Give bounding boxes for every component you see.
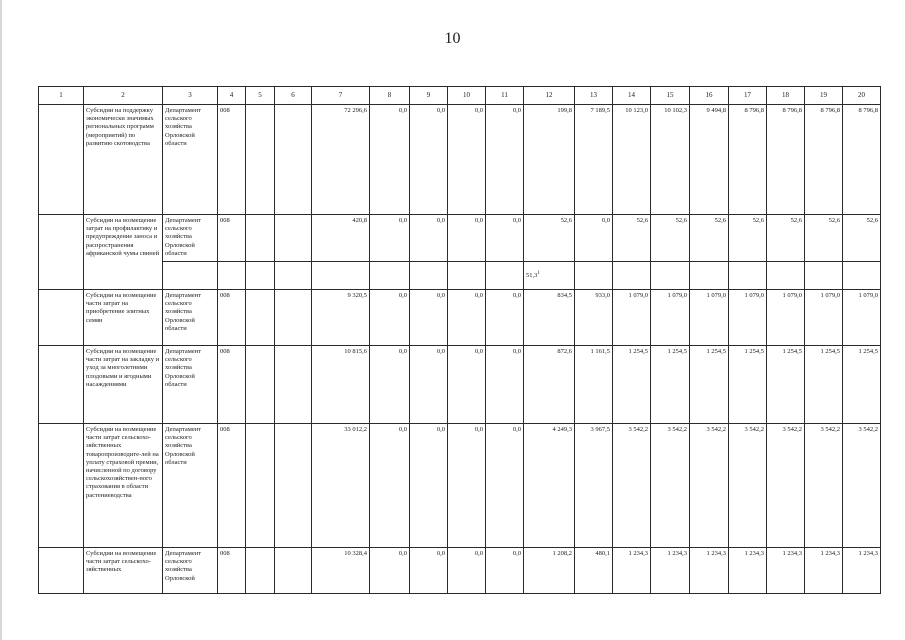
row-value: 0,0 [410, 105, 448, 215]
cell-col15 [651, 262, 690, 290]
cell-col1 [39, 215, 84, 290]
cell-col5 [246, 548, 275, 594]
row-value: 0,0 [410, 424, 448, 548]
header-cell: 12 [524, 87, 575, 105]
row-value: 3 542,2 [613, 424, 651, 548]
cell-col4 [218, 262, 246, 290]
cell-col17 [729, 262, 767, 290]
row-dept: Департамент сельского хозяйства Орловской области [163, 290, 218, 346]
row-dept: Департамент сельского хозяйства Орловской области [163, 215, 218, 262]
cell-col5 [246, 262, 275, 290]
row-value: 1 079,0 [613, 290, 651, 346]
table-subrow [39, 262, 881, 290]
cell-col6 [275, 215, 312, 262]
row-value: 8 796,8 [729, 105, 767, 215]
cell-col6 [275, 105, 312, 215]
row-value: 0,0 [448, 290, 486, 346]
row-extra-value: 51,3$^1$ [524, 262, 575, 290]
cell-col9 [410, 262, 448, 290]
header-cell: 4 [218, 87, 246, 105]
table-row [39, 290, 881, 346]
row-value: 834,5 [524, 290, 575, 346]
row-value: 1 079,0 [843, 290, 881, 346]
row-value: 52,6 [613, 215, 651, 262]
row-value: 0,0 [486, 215, 524, 262]
cell-col1 [39, 548, 84, 594]
header-cell: 6 [275, 87, 312, 105]
header-cell: 8 [370, 87, 410, 105]
row-value: 1 079,0 [651, 290, 690, 346]
row-value: 10 102,3 [651, 105, 690, 215]
row-value: 1 254,5 [729, 346, 767, 424]
row-value: 1 254,5 [651, 346, 690, 424]
cell-col18 [767, 262, 805, 290]
cell-col6 [275, 290, 312, 346]
cell-col5 [246, 346, 275, 424]
row-value: 1 254,5 [613, 346, 651, 424]
row-value: 1 161,5 [575, 346, 613, 424]
row-value: 1 254,5 [805, 346, 843, 424]
row-value: 0,0 [486, 424, 524, 548]
row-value: 3 542,2 [729, 424, 767, 548]
header-cell: 16 [690, 87, 729, 105]
cell-col16 [690, 262, 729, 290]
row-value: 0,0 [370, 346, 410, 424]
row-value: 1 234,3 [613, 548, 651, 594]
cell-col5 [246, 290, 275, 346]
row-name: Субсидии на поддержку экономически значимых региональных программ (мероприятий) по развитию скотоводства [84, 105, 163, 215]
header-cell: 13 [575, 87, 613, 105]
row-value: 1 254,5 [690, 346, 729, 424]
row-value: 480,1 [575, 548, 613, 594]
header-cell: 3 [163, 87, 218, 105]
row-value: 0,0 [448, 105, 486, 215]
row-value: 10 123,0 [613, 105, 651, 215]
cell-col6 [275, 548, 312, 594]
row-value: 3 542,2 [690, 424, 729, 548]
row-value: 0,0 [410, 346, 448, 424]
row-code: 008 [218, 424, 246, 548]
row-value: 8 796,8 [843, 105, 881, 215]
row-code: 008 [218, 105, 246, 215]
header-cell: 9 [410, 87, 448, 105]
cell-col10 [448, 262, 486, 290]
header-cell: 17 [729, 87, 767, 105]
row-value: 3 542,2 [843, 424, 881, 548]
row-code: 008 [218, 290, 246, 346]
row-value: 1 079,0 [767, 290, 805, 346]
cell-col3 [163, 262, 218, 290]
row-total: 72 296,6 [312, 105, 370, 215]
row-value: 1 254,5 [843, 346, 881, 424]
row-value: 1 208,2 [524, 548, 575, 594]
row-value: 52,6 [524, 215, 575, 262]
row-value: 0,0 [370, 215, 410, 262]
row-value: 872,6 [524, 346, 575, 424]
cell-col5 [246, 215, 275, 262]
row-value: 52,6 [651, 215, 690, 262]
header-cell: 5 [246, 87, 275, 105]
row-name: Субсидии на возмещение затрат на профилактику и предупреждение заноса и распространения африканской чумы свиней [84, 215, 163, 290]
row-value: 3 542,2 [651, 424, 690, 548]
row-value: 0,0 [448, 346, 486, 424]
header-cell: 2 [84, 87, 163, 105]
cell-col13 [575, 262, 613, 290]
header-row [39, 87, 881, 105]
row-total: 33 012,2 [312, 424, 370, 548]
row-value: 0,0 [448, 215, 486, 262]
header-cell: 20 [843, 87, 881, 105]
row-name: Субсидии на возмещение части затрат сельскохо-зяйственных товаропроизводите-лей на уплату страховой премии, начисленной по договору сельскохозяйствен-ного страхования в области растениеводства [84, 424, 163, 548]
row-value: 52,6 [690, 215, 729, 262]
header-cell: 18 [767, 87, 805, 105]
row-value: 52,6 [805, 215, 843, 262]
row-value: 0,0 [410, 548, 448, 594]
table-row [39, 215, 881, 262]
row-code: 008 [218, 346, 246, 424]
cell-col20 [843, 262, 881, 290]
row-value: 8 796,8 [767, 105, 805, 215]
extra-value: 51,3 [526, 272, 538, 280]
row-total: 420,8 [312, 215, 370, 262]
row-value: 0,0 [575, 215, 613, 262]
row-value: 1 234,3 [690, 548, 729, 594]
cell-col11 [486, 262, 524, 290]
row-value: 1 234,3 [767, 548, 805, 594]
row-dept: Департамент сельского хозяйства Орловской [163, 548, 218, 594]
row-value: 52,6 [729, 215, 767, 262]
row-dept: Департамент сельского хозяйства Орловской области [163, 424, 218, 548]
row-value: 0,0 [410, 290, 448, 346]
cell-col5 [246, 105, 275, 215]
page-number: 10 [444, 30, 461, 47]
row-dept: Департамент сельского хозяйства Орловской области [163, 346, 218, 424]
row-name: Субсидии на возмещение части затрат на приобретение элитных семян [84, 290, 163, 346]
header-cell: 7 [312, 87, 370, 105]
cell-col6 [275, 346, 312, 424]
cell-col6 [275, 424, 312, 548]
row-value: 9 494,8 [690, 105, 729, 215]
row-value: 0,0 [370, 290, 410, 346]
row-code: 008 [218, 215, 246, 262]
cell-col5 [246, 424, 275, 548]
row-value: 0,0 [370, 105, 410, 215]
cell-col1 [39, 290, 84, 346]
row-code: 008 [218, 548, 246, 594]
row-value: 4 249,3 [524, 424, 575, 548]
row-value: 3 967,5 [575, 424, 613, 548]
scan-edge [0, 0, 2, 640]
row-value: 3 542,2 [767, 424, 805, 548]
row-value: 1 254,5 [767, 346, 805, 424]
row-total: 10 328,4 [312, 548, 370, 594]
row-value: 199,8 [524, 105, 575, 215]
header-cell: 14 [613, 87, 651, 105]
row-value: 0,0 [486, 548, 524, 594]
cell-col8 [370, 262, 410, 290]
row-value: 1 234,3 [843, 548, 881, 594]
header-cell: 15 [651, 87, 690, 105]
table-row [39, 105, 881, 215]
table-row [39, 424, 881, 548]
row-dept: Департамент сельского хозяйства Орловской области [163, 105, 218, 215]
row-value: 0,0 [486, 290, 524, 346]
row-value: 0,0 [486, 105, 524, 215]
header-cell: 11 [486, 87, 524, 105]
row-value: 52,6 [843, 215, 881, 262]
header-cell: 1 [39, 87, 84, 105]
cell-col14 [613, 262, 651, 290]
row-value: 1 234,3 [651, 548, 690, 594]
row-value: 0,0 [410, 215, 448, 262]
row-name: Субсидии на возмещение части затрат на закладку и уход за многолетними плодовыми и ягодными насаждениями [84, 346, 163, 424]
row-value: 1 234,3 [729, 548, 767, 594]
row-value: 0,0 [370, 548, 410, 594]
row-value: 1 234,3 [805, 548, 843, 594]
row-value: 0,0 [370, 424, 410, 548]
cell-col19 [805, 262, 843, 290]
row-value: 52,6 [767, 215, 805, 262]
row-value: 0,0 [486, 346, 524, 424]
row-total: 10 815,6 [312, 346, 370, 424]
budget-table [38, 86, 881, 594]
table-row [39, 548, 881, 594]
row-value: 7 189,5 [575, 105, 613, 215]
row-value: 1 079,0 [805, 290, 843, 346]
cell-col1 [39, 424, 84, 548]
table-row [39, 346, 881, 424]
row-value: 8 796,8 [805, 105, 843, 215]
row-name: Субсидии на возмещение части затрат сельскохо-зяйственных [84, 548, 163, 594]
cell-col6 [275, 262, 312, 290]
header-cell: 10 [448, 87, 486, 105]
row-total: 9 320,5 [312, 290, 370, 346]
cell-col1 [39, 105, 84, 215]
row-value: 3 542,2 [805, 424, 843, 548]
row-value: 933,0 [575, 290, 613, 346]
cell-col1 [39, 346, 84, 424]
cell-col7 [312, 262, 370, 290]
row-value: 1 079,0 [729, 290, 767, 346]
row-value: 0,0 [448, 424, 486, 548]
header-cell: 19 [805, 87, 843, 105]
row-value: 1 079,0 [690, 290, 729, 346]
row-value: 0,0 [448, 548, 486, 594]
